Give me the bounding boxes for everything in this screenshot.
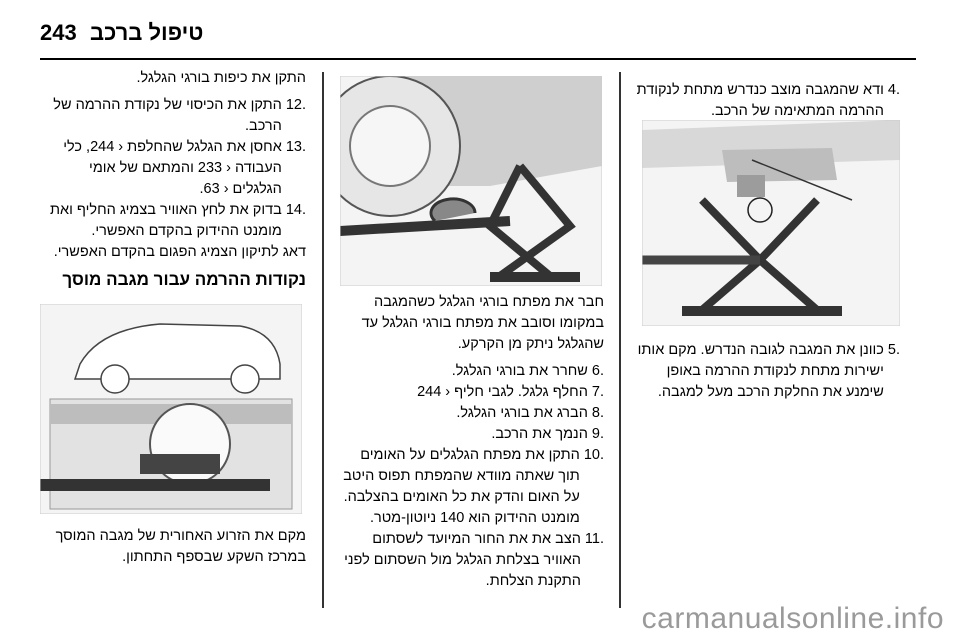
step-10: .10 התקן את מפתח הגלגלים על האומים תוך שאתה מוודא שהמפתח תפוס היטב על האום והדק את כל האומים בהצלבה. מומנט ההידוק הוא 140 ניוטון-מטר. bbox=[343, 447, 604, 526]
column-divider-left bbox=[322, 72, 324, 608]
column-divider-right bbox=[619, 72, 621, 608]
step-12: .12 התקן את הכיסוי של נקודת ההרמה של הרכב. bbox=[53, 97, 306, 134]
page-title: טיפול ברכב bbox=[90, 20, 204, 45]
right-column bbox=[636, 80, 900, 122]
step-11: .11 הצב את את החור המיועד לשסתום האוויר בצלחת הגלגל מול השסתום לפני התקנת הצלחת. bbox=[344, 531, 604, 589]
header-divider bbox=[40, 58, 916, 60]
page-number: 243 bbox=[40, 20, 77, 45]
garage-jack-illustration bbox=[40, 304, 302, 514]
jack-illustration bbox=[642, 120, 900, 326]
middle-column bbox=[336, 292, 604, 592]
left-caption-block bbox=[40, 526, 306, 574]
figure-garage-jack-points bbox=[40, 304, 302, 514]
figure-jack-lifting-wheel bbox=[340, 76, 602, 286]
page-header bbox=[0, 0, 960, 58]
step-8: .8 הברג את בורגי הגלגל. bbox=[456, 405, 604, 421]
watermark: carmanualsonline.info bbox=[641, 602, 944, 635]
step-5: .5 כוונן את המגבה לגובה הנדרש. מקם אותו ישירות מתחת לנקודת ההרמה באופן שימנע את החלקת הרכב מעל למגבה. bbox=[637, 342, 900, 400]
middle-caption: חבר את מפתח בורגי הגלגל כשהמגבה במקומו וסובב את מפתח בורגי הגלגל עד שהגלגל ניתק מן הקרקע. bbox=[361, 294, 604, 352]
left-note: דאג לתיקון הצמיג הפגום בהקדם האפשרי. bbox=[53, 244, 306, 260]
step-4: .4 ודא שהמגבה מוצב כנדרש מתחת לנקודת ההרמה המתאימה של הרכב. bbox=[636, 82, 900, 119]
step-7: .7 החלף גלגל. לגבי חליף ‹ 244 bbox=[417, 384, 604, 400]
left-intro: התקן את כיפות בורגי הגלגל. bbox=[136, 70, 306, 86]
figure-jack-under-car bbox=[642, 120, 900, 326]
step-14: .14 בדוק את לחץ האוויר בצמיג החליף ואת מומנט ההידוק בהקדם האפשרי. bbox=[49, 202, 306, 239]
jack-wheel-illustration bbox=[340, 76, 602, 286]
step-6: .6 שחרר את בורגי הגלגל. bbox=[451, 363, 604, 379]
left-caption: מקם את הזרוע האחורית של מגבה המוסך במרכז השקע שבספף התחתון. bbox=[55, 528, 306, 565]
right-column-lower bbox=[636, 340, 900, 403]
section-title: נקודות ההרמה עבור מגבה מוסך bbox=[62, 270, 306, 289]
step-13: .13 אחסן את הגלגל שהחלפת ‹ 244, כלי העבודה ‹ 233 והמתאם של אומי הגלגלים ‹ 63. bbox=[63, 139, 306, 197]
step-9: .9 הנמך את הרכב. bbox=[491, 426, 604, 442]
left-column bbox=[40, 68, 306, 300]
